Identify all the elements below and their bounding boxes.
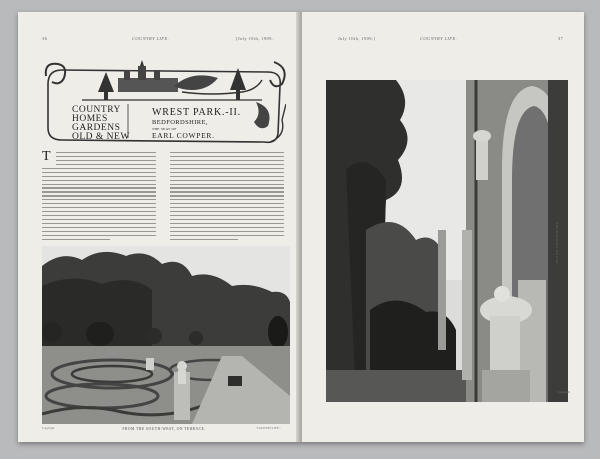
left-date: [July 10th, 1909. (236, 36, 274, 41)
text-line (170, 172, 284, 173)
garden-photo (42, 246, 290, 424)
text-line (42, 168, 156, 169)
side-caption: THE BATHING HOUSE. (555, 222, 559, 265)
text-line (42, 235, 156, 236)
text-line (42, 207, 156, 208)
text-line (170, 239, 238, 240)
text-line (42, 176, 156, 177)
text-line (56, 156, 156, 157)
text-line (42, 231, 156, 232)
text-line (42, 172, 156, 173)
series-word: OLD & NEW (72, 132, 130, 142)
series-word: HOMES (72, 114, 108, 124)
text-line (170, 223, 284, 224)
text-line (170, 219, 284, 220)
bathing-house-photo (326, 80, 571, 402)
text-line (170, 191, 284, 192)
text-line (42, 180, 156, 181)
text-line (42, 239, 110, 240)
text-line (170, 207, 284, 208)
right-credit: Copyright (558, 390, 571, 394)
text-line (170, 164, 284, 165)
text-line (56, 152, 156, 153)
text-line (170, 156, 284, 157)
text-line (42, 199, 156, 200)
right-page (302, 12, 584, 442)
photo-caption: FROM THE SOUTH-WEST, ON TERRACE. (122, 427, 206, 431)
drop-cap: T (42, 149, 51, 164)
right-date: July 10th, 1909.] (338, 36, 376, 41)
body-column-left (42, 149, 156, 244)
text-line (170, 180, 284, 181)
text-line (170, 195, 284, 196)
text-lines (170, 152, 284, 240)
text-line (170, 184, 284, 185)
text-line (42, 191, 156, 192)
text-line (42, 187, 156, 188)
text-line (42, 215, 156, 216)
article-location: BEDFORDSHIRE, (152, 119, 208, 126)
text-line (170, 199, 284, 200)
text-line (170, 203, 284, 204)
credit-right: "COUNTRY LIFE." (256, 426, 281, 430)
text-line (42, 195, 156, 196)
text-line (56, 160, 156, 161)
text-line (42, 227, 156, 228)
text-line (56, 164, 156, 165)
article-title: WREST PARK.-II. (152, 107, 241, 118)
left-running-title: COUNTRY LIFE. (132, 36, 170, 41)
text-line (170, 215, 284, 216)
text-line (42, 223, 156, 224)
text-line (170, 152, 284, 153)
text-line (170, 176, 284, 177)
text-lines (42, 152, 156, 240)
text-line (170, 211, 284, 212)
right-running-title: COUNTRY LIFE. (420, 36, 458, 41)
seat-of-label: THE SEAT OF (152, 127, 177, 131)
text-line (170, 235, 284, 236)
article-owner: EARL COWPER. (152, 131, 215, 140)
text-line (170, 168, 284, 169)
text-line (170, 231, 284, 232)
text-line (170, 160, 284, 161)
magazine-spread (18, 12, 584, 442)
right-folio: 37 (558, 36, 564, 41)
text-line (42, 219, 156, 220)
text-line (42, 184, 156, 185)
article-title-block (152, 107, 241, 140)
series-word: GARDENS (72, 123, 121, 133)
text-line (42, 211, 156, 212)
body-column-right (170, 152, 284, 244)
left-page (18, 12, 300, 442)
title-banner (42, 56, 286, 148)
text-line (170, 187, 284, 188)
left-folio: 36 (42, 36, 48, 41)
text-line (42, 203, 156, 204)
series-word: COUNTRY (72, 105, 121, 115)
series-title (72, 106, 130, 142)
text-line (170, 227, 284, 228)
credit-left: Copyright (42, 426, 55, 430)
